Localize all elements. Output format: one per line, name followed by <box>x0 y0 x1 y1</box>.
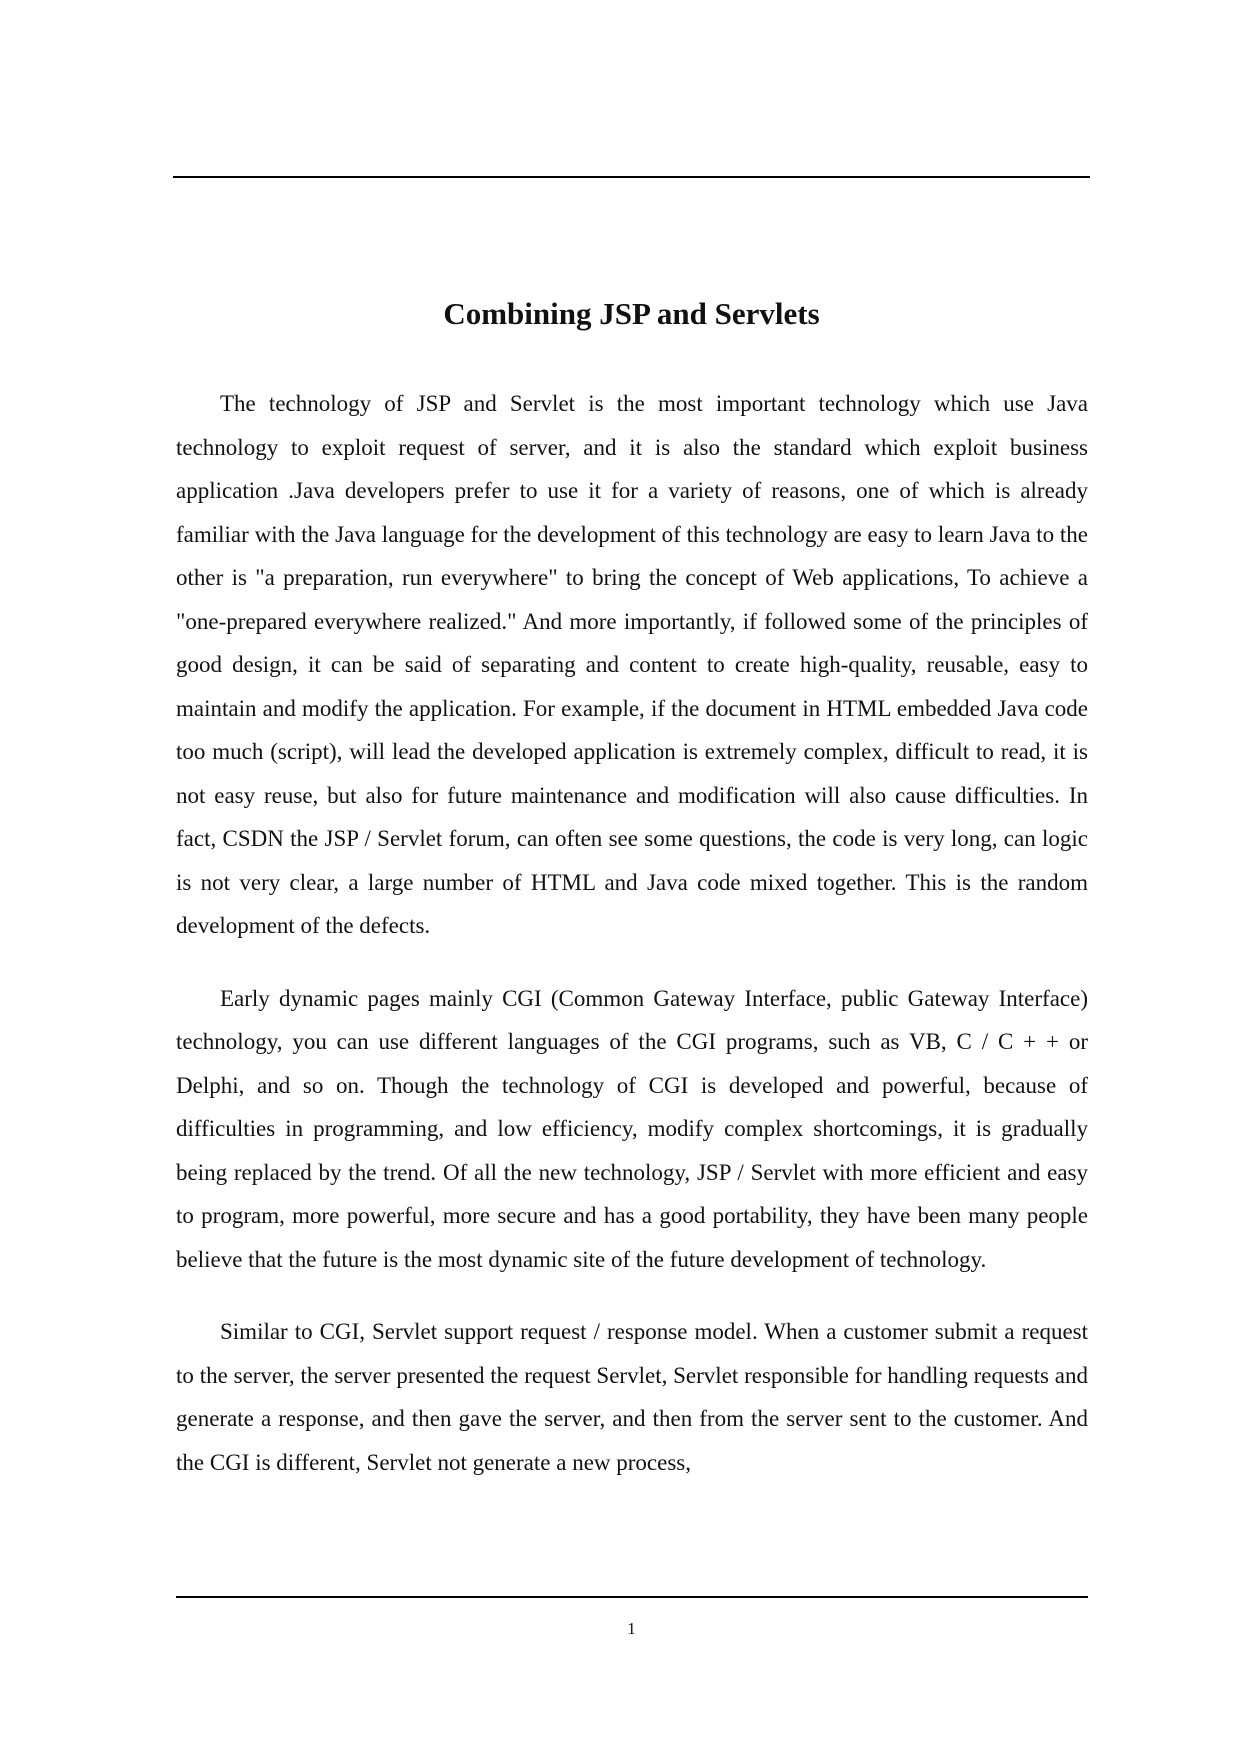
paragraph-3: Similar to CGI, Servlet support request / response model. When a customer submit a request to the server, the server presented the request Servlet, Servlet responsible for handling requests and generate a response, and then gave the server, and then from the server sent to the customer. And the CGI is different, Servlet not generate a new process, <box>176 1319 1088 1475</box>
page-number: 1 <box>627 1619 636 1638</box>
header-rule <box>173 176 1090 178</box>
document-title: Combining JSP and Servlets <box>443 296 820 331</box>
document-body <box>176 382 1088 1513</box>
paragraph-2: Early dynamic pages mainly CGI (Common Gateway Interface, public Gateway Interface) technology, you can use different languages of the CGI programs, such as VB, C / C + + or Delphi, and so on. Though the technology of CGI is developed and powerful, because of difficulties in programming, and low efficiency, modify complex shortcomings, it is gradually being replaced by the trend. Of all the new technology, JSP / Servlet with more efficient and easy to program, more powerful, more secure and has a good portability, they have been many people believe that the future is the most dynamic site of the future development of technology. <box>176 985 1088 1272</box>
paragraph-1: The technology of JSP and Servlet is the most important technology which use Java technology to exploit request of server, and it is also the standard which exploit business application .Java developers prefer to use it for a variety of reasons, one of which is already familiar with the Java language for the development of this technology are easy to learn Java to the other is "a preparation, run everywhere" to bring the concept of Web applications, To achieve a "one-prepared everywhere realized." And more importantly, if followed some of the principles of good design, it can be said of separating and content to create high-quality, reusable, easy to maintain and modify the application. For example, if the document in HTML embedded Java code too much (script), will lead the developed application is extremely complex, difficult to read, it is not easy reuse, but also for future maintenance and modification will also cause difficulties. In fact, CSDN the JSP / Servlet forum, can often see some questions, the code is very long, can logic is not very clear, a large number of HTML and Java code mixed together. This is the random development of the defects. <box>176 391 1088 938</box>
footer-rule <box>176 1596 1088 1598</box>
